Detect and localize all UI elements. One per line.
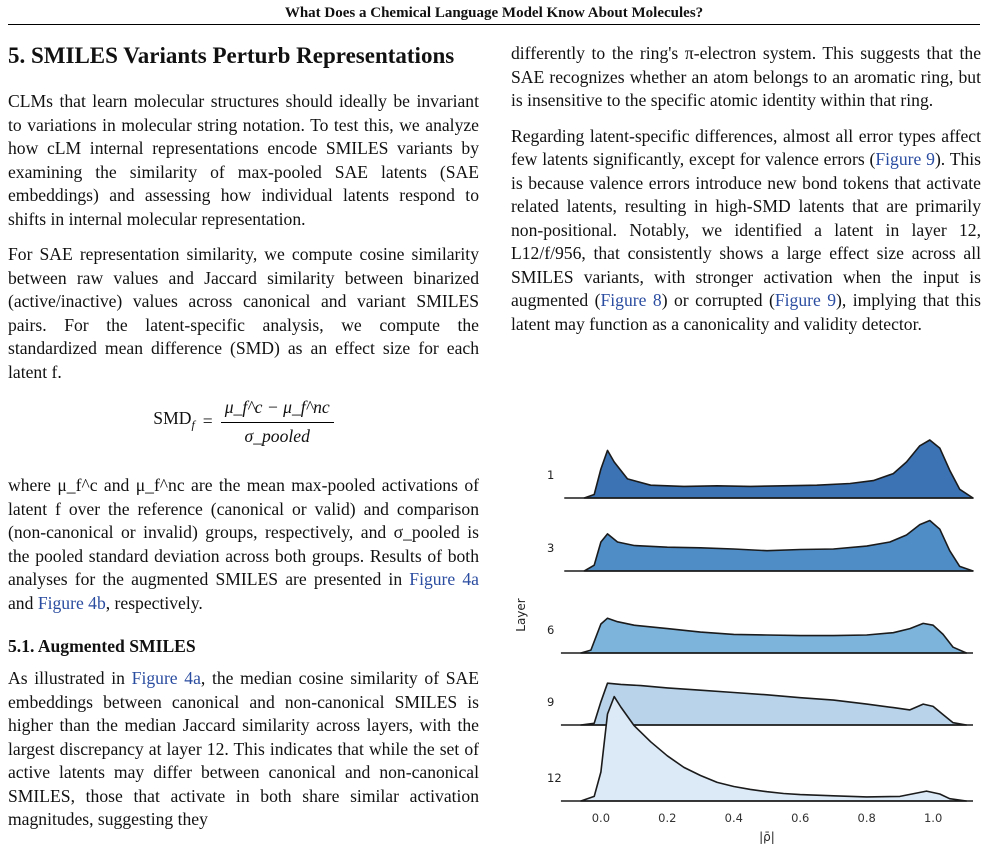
- smd-equation: [8, 396, 479, 458]
- section-title: 5. SMILES Variants Perturb Representations: [8, 43, 455, 68]
- running-head: What Does a Chemical Language Model Know About Molecules?: [284, 5, 704, 21]
- right-column: [511, 42, 981, 336]
- ridge-layer-6: [581, 618, 967, 653]
- ridge-label-9: 9: [547, 695, 555, 709]
- x-tick-label: 0.4: [724, 811, 743, 825]
- figure-9-link[interactable]: Figure 9: [875, 149, 935, 169]
- figure-8-link[interactable]: Figure 8: [600, 290, 662, 310]
- x-tick-label: 1.0: [923, 811, 943, 825]
- figure-4a-link[interactable]: Figure 4a: [409, 569, 479, 589]
- equation-denominator: σ_pooled: [244, 425, 310, 446]
- subsection-title: 5.1. Augmented SMILES: [8, 636, 196, 656]
- equation-numerator: μ_f^c − μ_f^nc: [221, 396, 334, 423]
- ridgeline-chart: [511, 415, 983, 868]
- figure-4b-link[interactable]: Figure 4b: [37, 592, 106, 613]
- equation-equals: =: [202, 411, 213, 432]
- x-tick-label: 0.0: [591, 811, 611, 825]
- ridgeline-figure: [511, 415, 983, 868]
- figure-9-link-2[interactable]: Figure 9: [774, 290, 837, 310]
- x-axis-label: |ρ̄|: [759, 830, 775, 844]
- header-rule: [8, 24, 980, 25]
- x-tick-label: 0.8: [857, 811, 876, 825]
- x-tick-label: 0.6: [791, 811, 810, 825]
- paragraph-intro: CLMs that learn molecular structures should ideally be invariant to variations in molecular string notation. To test this, we analyze how cLM internal representations encode SMILES variants by examining the similarity of max-pooled SAE latents (SAE embeddings) and assessing how individual latents respond to shifts in internal molecular representation.: [8, 91, 479, 229]
- ridge-label-1: 1: [547, 468, 555, 482]
- y-axis-label: Layer: [514, 598, 528, 632]
- x-tick-label: 0.2: [658, 811, 677, 825]
- ridge-layer-1: [584, 440, 973, 498]
- figure-4a-link-2[interactable]: Figure 4a: [131, 668, 201, 688]
- paragraph-ring: differently to the ring's π-electron system. This suggests that the SAE recognizes whether an atom belongs to an aromatic ring, but is insensitive to the specific atomic identity within that ring.: [511, 43, 981, 110]
- paragraph-definitions: where μ_f^c and μ_f^nc are the mean max-pooled activations of latent f over the reference (canonical or valid) and comparison (non-canonical or invalid) groups, respectively, and σ_pooled is the pooled standard deviation across both groups. Results of both analyses for the augmented SMILES are presented in Figure 4a and Figure 4b, respectively.: [8, 475, 479, 613]
- equation-lhs: $SMD_f$: [153, 407, 195, 432]
- ridge-layer-3: [584, 521, 973, 572]
- ridge-layer-9: [581, 683, 967, 725]
- left-column: [8, 42, 479, 832]
- ridge-label-3: 3: [547, 541, 555, 555]
- paragraph-augmented: As illustrated in Figure 4a, the median cosine similarity of SAE embeddings between canonical and non-canonical SMILES is higher than the median Jaccard similarity across layers, with the largest discrepancy at layer 12. This indicates that while the set of active latents may differ between canonical and non-canonical SMILES, those that activate in both share similar activation magnitudes, suggesting they: [8, 668, 479, 829]
- ridge-label-12: 12: [547, 771, 562, 785]
- ridge-label-6: 6: [547, 623, 555, 637]
- paragraph-latents: Regarding latent-specific differences, almost all error types affect few latents significantly, except for valence errors (Figure 9). This is because valence errors introduce new bond tokens that activate related latents, resulting in high-SMD latents that are primarily non-positional. Notably, we identified a latent in layer 12, L12/f/956, that consistently shows a large effect size across all SMILES variants, with stronger activation when the input is augmented (Figure 8) or corrupted (Figure 9), implying that this latent may function as a canonicality and validity detector.: [511, 125, 982, 334]
- paragraph-methods: For SAE representation similarity, we compute cosine similarity between raw values and Jaccard similarity between binarized (active/inactive) values across canonical and variant SMILES pairs. For the latent-specific analysis, we compute the standardized mean difference (SMD) as an effect size for each latent f.: [8, 244, 479, 382]
- equation-fraction: [221, 396, 334, 448]
